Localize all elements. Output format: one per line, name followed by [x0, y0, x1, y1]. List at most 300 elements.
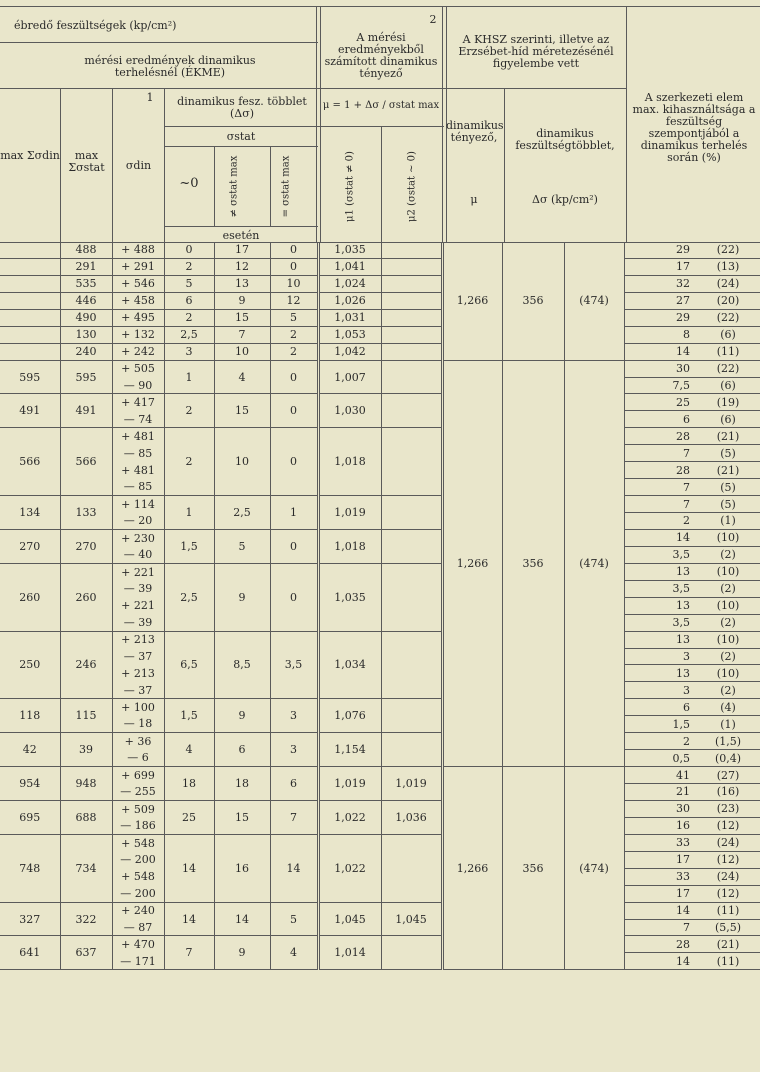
delta-ne-cell: 12	[214, 258, 270, 275]
util-paren-cell: (4)	[696, 699, 760, 716]
sigma-din-cell: — 85	[112, 445, 164, 462]
util-paren-cell: (22)	[696, 242, 760, 258]
table-row	[0, 631, 760, 648]
mu2-cell	[381, 529, 442, 563]
max-sigma-din-cell	[0, 326, 60, 343]
util-paren-cell: (2)	[696, 648, 760, 665]
mu1-cell: 1,034	[318, 631, 381, 699]
delta-ne-cell: 6	[214, 733, 270, 767]
delta-eq-cell: 14	[270, 834, 318, 902]
util-paren-cell: (2)	[696, 546, 760, 563]
util-paren-cell: (20)	[696, 292, 760, 309]
delta-zero-cell: 25	[164, 800, 214, 834]
max-sigma-din-cell: 270	[0, 529, 60, 563]
util-cell: 27	[624, 292, 696, 309]
sigma-din-cell: + 240	[112, 902, 164, 919]
max-sigma-stat-cell: 115	[60, 699, 112, 733]
delta-zero-cell: 2	[164, 394, 214, 428]
khsz-mu-cell: 1,266	[442, 360, 502, 767]
sigma-din-cell: — 200	[112, 851, 164, 868]
util-cell: 14	[624, 902, 696, 919]
khsz-ds-cell: 356	[502, 242, 564, 360]
util-cell: 29	[624, 242, 696, 258]
ne-sigma-stat-max-header: ≠ σstat max	[228, 155, 240, 218]
eseten-label: esetén	[222, 229, 260, 242]
max-sigma-stat-header: max Σσstat	[68, 149, 105, 174]
max-sigma-stat-cell: 488	[60, 242, 112, 258]
delta-zero-cell: 4	[164, 733, 214, 767]
util-cell: 17	[624, 885, 696, 902]
sigma-din-cell: + 221	[112, 597, 164, 614]
table-body	[0, 242, 760, 970]
header-vline	[270, 146, 271, 226]
util-cell: 7	[624, 479, 696, 496]
delta-eq-cell: 0	[270, 360, 318, 394]
sigma-din-cell: + 291	[112, 258, 164, 275]
util-cell: 13	[624, 563, 696, 580]
util-cell: 29	[624, 309, 696, 326]
max-sigma-stat-cell: 130	[60, 326, 112, 343]
delta-eq-cell: 0	[270, 563, 318, 631]
max-sigma-stat-cell: 260	[60, 563, 112, 631]
khsz-ds2-cell: (474)	[564, 242, 624, 360]
util-cell: 41	[624, 767, 696, 784]
util-cell: 3,5	[624, 546, 696, 563]
max-sigma-stat-cell: 535	[60, 275, 112, 292]
sub-title: mérési eredmények dinamikus terhelésnél (ÉKME)	[84, 54, 256, 79]
util-cell: 14	[624, 529, 696, 546]
util-paren-cell: (5)	[696, 496, 760, 513]
max-sigma-din-cell: 954	[0, 767, 60, 801]
max-sigma-din-cell	[0, 309, 60, 326]
header-rule	[164, 146, 318, 147]
sigma-din-cell: + 213	[112, 665, 164, 682]
sigma-din-cell: — 87	[112, 919, 164, 936]
delta-zero-cell: 0	[164, 242, 214, 258]
max-sigma-stat-cell: 270	[60, 529, 112, 563]
mu1-cell: 1,076	[318, 699, 381, 733]
top-rule	[0, 6, 760, 7]
sigma-din-cell: — 40	[112, 546, 164, 563]
table-row	[0, 834, 760, 851]
util-paren-cell: (13)	[696, 258, 760, 275]
delta-ne-cell: 18	[214, 767, 270, 801]
util-paren-cell: (11)	[696, 902, 760, 919]
mu2-cell	[381, 733, 442, 767]
max-sigma-stat-cell: 246	[60, 631, 112, 699]
delta-zero-cell: 1	[164, 496, 214, 530]
util-paren-cell: (23)	[696, 800, 760, 817]
mu2-cell	[381, 563, 442, 631]
util-cell: 17	[624, 851, 696, 868]
util-paren-cell: (24)	[696, 834, 760, 851]
table-row	[0, 360, 760, 377]
util-cell: 28	[624, 936, 696, 953]
approx-zero-header: ~0	[179, 176, 199, 191]
delta-ne-cell: 13	[214, 275, 270, 292]
mu2-cell: 1,036	[381, 800, 442, 834]
util-cell: 13	[624, 631, 696, 648]
util-paren-cell: (1)	[696, 716, 760, 733]
sigma-din-cell: + 505	[112, 360, 164, 377]
table-row	[0, 428, 760, 445]
mu2-cell	[381, 343, 442, 360]
mu2-cell	[381, 834, 442, 902]
util-cell: 7	[624, 919, 696, 936]
mu-formula: μ = 1 + Δσ / σstat max	[322, 100, 440, 111]
util-paren-cell: (6)	[696, 326, 760, 343]
sigma-din-cell: + 100	[112, 699, 164, 716]
delta-zero-cell: 6,5	[164, 631, 214, 699]
util-paren-cell: (6)	[696, 377, 760, 394]
mu2-header: μ2 (σstat ~ 0)	[406, 151, 418, 222]
util-paren-cell: (27)	[696, 767, 760, 784]
util-cell: 28	[624, 428, 696, 445]
delta-ne-cell: 2,5	[214, 496, 270, 530]
table-row	[0, 292, 760, 309]
max-sigma-din-cell: 748	[0, 834, 60, 902]
delta-eq-cell: 3	[270, 699, 318, 733]
util-cell: 28	[624, 462, 696, 479]
mu1-cell: 1,154	[318, 733, 381, 767]
sigma-din-cell: + 548	[112, 834, 164, 851]
header-rule	[0, 42, 318, 43]
sigma-din-header: σdin	[125, 159, 152, 172]
mu1-cell: 1,041	[318, 258, 381, 275]
delta-zero-cell: 14	[164, 902, 214, 936]
mu2-cell: 1,019	[381, 767, 442, 801]
sigma-din-cell: + 488	[112, 242, 164, 258]
mu2-cell	[381, 360, 442, 394]
delta-zero-cell: 3	[164, 343, 214, 360]
util-cell: 3,5	[624, 614, 696, 631]
sigma-din-cell: — 171	[112, 953, 164, 970]
sigma-din-cell: — 255	[112, 784, 164, 801]
mu1-cell: 1,024	[318, 275, 381, 292]
delta-ne-cell: 14	[214, 902, 270, 936]
util-cell: 7	[624, 445, 696, 462]
header-rule	[0, 88, 318, 89]
table-row	[0, 496, 760, 513]
util-cell: 33	[624, 834, 696, 851]
util-cell: 8	[624, 326, 696, 343]
delta-zero-cell: 7	[164, 936, 214, 970]
util-paren-cell: (24)	[696, 275, 760, 292]
sigma-din-cell: — 37	[112, 648, 164, 665]
table-row	[0, 343, 760, 360]
mu1-cell: 1,035	[318, 563, 381, 631]
sigma-din-cell: + 495	[112, 309, 164, 326]
delta-sigma-unit: Δσ (kp/cm²)	[532, 193, 598, 206]
data-table	[0, 242, 760, 970]
sigma-din-cell: — 74	[112, 411, 164, 428]
mu1-cell: 1,030	[318, 394, 381, 428]
delta-zero-cell: 5	[164, 275, 214, 292]
delta-zero-cell: 6	[164, 292, 214, 309]
sigma-din-cell: + 213	[112, 631, 164, 648]
util-cell: 33	[624, 868, 696, 885]
table-row	[0, 902, 760, 919]
delta-eq-cell: 2	[270, 343, 318, 360]
util-cell: 13	[624, 597, 696, 614]
sigma-din-cell: — 37	[112, 682, 164, 699]
max-sigma-stat-cell: 734	[60, 834, 112, 902]
sigma-din-cell: + 417	[112, 394, 164, 411]
util-paren-cell: (22)	[696, 360, 760, 377]
table-row	[0, 309, 760, 326]
util-paren-cell: (12)	[696, 817, 760, 834]
mu1-cell: 1,022	[318, 834, 381, 902]
util-cell: 3,5	[624, 580, 696, 597]
sigma-din-cell: — 20	[112, 513, 164, 530]
delta-zero-cell: 14	[164, 834, 214, 902]
util-paren-cell: (5)	[696, 445, 760, 462]
max-sigma-stat-cell: 637	[60, 936, 112, 970]
util-cell: 13	[624, 665, 696, 682]
delta-zero-cell: 2	[164, 428, 214, 496]
mu1-cell: 1,045	[318, 902, 381, 936]
util-paren-cell: (10)	[696, 529, 760, 546]
dyn-stress-surplus-header: dinamikus feszültségtöbblet,	[515, 127, 615, 152]
max-sigma-din-header: max Σσdin	[0, 149, 60, 162]
sigma-din-cell: + 548	[112, 868, 164, 885]
util-cell: 6	[624, 699, 696, 716]
sigma-din-cell: — 6	[112, 750, 164, 767]
header-vline	[381, 126, 382, 242]
util-cell: 14	[624, 343, 696, 360]
util-paren-cell: (10)	[696, 563, 760, 580]
delta-eq-cell: 7	[270, 800, 318, 834]
util-paren-cell: (11)	[696, 953, 760, 970]
mu2-cell	[381, 936, 442, 970]
table-row	[0, 326, 760, 343]
mu1-cell: 1,026	[318, 292, 381, 309]
note-2: 2	[429, 13, 437, 26]
util-cell: 0,5	[624, 750, 696, 767]
util-paren-cell: (1)	[696, 513, 760, 530]
dyn-factor-header: dinamikus tényező,	[446, 119, 504, 144]
util-cell: 3	[624, 648, 696, 665]
delta-ne-cell: 9	[214, 563, 270, 631]
util-cell: 3	[624, 682, 696, 699]
util-cell: 32	[624, 275, 696, 292]
max-sigma-stat-cell: 39	[60, 733, 112, 767]
measured-factor-title: A mérési eredményekből számított dinamikus tényező	[324, 31, 438, 80]
delta-ne-cell: 10	[214, 343, 270, 360]
delta-ne-cell: 5	[214, 529, 270, 563]
delta-eq-cell: 6	[270, 767, 318, 801]
delta-ne-cell: 9	[214, 936, 270, 970]
max-sigma-stat-cell: 490	[60, 309, 112, 326]
max-sigma-stat-cell: 322	[60, 902, 112, 936]
delta-eq-cell: 2	[270, 326, 318, 343]
mu2-cell	[381, 242, 442, 258]
max-sigma-din-cell: 250	[0, 631, 60, 699]
max-sigma-din-cell: 118	[0, 699, 60, 733]
sigma-din-cell: — 39	[112, 580, 164, 597]
header-vline	[214, 146, 215, 226]
delta-eq-cell: 0	[270, 258, 318, 275]
util-paren-cell: (16)	[696, 784, 760, 801]
mu2-cell	[381, 326, 442, 343]
max-sigma-stat-cell: 240	[60, 343, 112, 360]
table-row	[0, 258, 760, 275]
util-cell: 7	[624, 496, 696, 513]
mu2-cell	[381, 275, 442, 292]
delta-zero-cell: 18	[164, 767, 214, 801]
delta-eq-cell: 0	[270, 428, 318, 496]
sigma-din-cell: + 114	[112, 496, 164, 513]
khsz-ds-cell: 356	[502, 767, 564, 970]
util-cell: 16	[624, 817, 696, 834]
delta-eq-cell: 3,5	[270, 631, 318, 699]
sigma-din-cell: — 186	[112, 817, 164, 834]
util-paren-cell: (2)	[696, 580, 760, 597]
dyn-surplus-header: dinamikus fesz. többlet (Δσ)	[177, 95, 307, 120]
khsz-ds2-cell: (474)	[564, 767, 624, 970]
max-sigma-din-cell: 42	[0, 733, 60, 767]
sigma-din-cell: + 132	[112, 326, 164, 343]
util-cell: 2	[624, 733, 696, 750]
util-cell: 30	[624, 800, 696, 817]
mu1-cell: 1,018	[318, 529, 381, 563]
util-cell: 1,5	[624, 716, 696, 733]
mu1-cell: 1,035	[318, 242, 381, 258]
table-row	[0, 563, 760, 580]
table-row	[0, 936, 760, 953]
sigma-din-cell: — 90	[112, 377, 164, 394]
delta-eq-cell: 1	[270, 496, 318, 530]
table-row	[0, 275, 760, 292]
mu1-cell: 1,019	[318, 767, 381, 801]
sigma-din-cell: + 481	[112, 462, 164, 479]
delta-eq-cell: 0	[270, 529, 318, 563]
header-rule	[318, 88, 444, 89]
delta-eq-cell: 0	[270, 394, 318, 428]
note-1: 1	[146, 91, 154, 104]
mu1-cell: 1,019	[318, 496, 381, 530]
delta-ne-cell: 15	[214, 309, 270, 326]
max-sigma-stat-cell: 595	[60, 360, 112, 394]
util-paren-cell: (12)	[696, 885, 760, 902]
mu2-cell	[381, 631, 442, 699]
mu2-cell	[381, 496, 442, 530]
util-paren-cell: (10)	[696, 631, 760, 648]
header-rule	[164, 126, 318, 127]
util-paren-cell: (5,5)	[696, 919, 760, 936]
util-paren-cell: (21)	[696, 462, 760, 479]
sigma-din-cell: + 242	[112, 343, 164, 360]
util-paren-cell: (21)	[696, 936, 760, 953]
table-row	[0, 242, 760, 258]
mu1-cell: 1,053	[318, 326, 381, 343]
sigma-din-cell: + 470	[112, 936, 164, 953]
util-cell: 21	[624, 784, 696, 801]
delta-ne-cell: 15	[214, 800, 270, 834]
table-row	[0, 699, 760, 716]
util-cell: 25	[624, 394, 696, 411]
delta-ne-cell: 4	[214, 360, 270, 394]
mu1-cell: 1,018	[318, 428, 381, 496]
util-paren-cell: (22)	[696, 309, 760, 326]
max-sigma-din-cell	[0, 242, 60, 258]
max-sigma-stat-cell: 446	[60, 292, 112, 309]
delta-eq-cell: 3	[270, 733, 318, 767]
util-paren-cell: (10)	[696, 665, 760, 682]
header-vline	[626, 6, 627, 242]
header-vline	[504, 88, 505, 242]
header-rule	[164, 226, 318, 227]
mu2-cell	[381, 394, 442, 428]
table-row	[0, 394, 760, 411]
delta-zero-cell: 1	[164, 360, 214, 394]
max-sigma-din-cell	[0, 258, 60, 275]
khsz-ds2-cell: (474)	[564, 360, 624, 767]
max-sigma-din-cell: 695	[0, 800, 60, 834]
max-sigma-din-cell: 327	[0, 902, 60, 936]
header-rule	[444, 88, 626, 89]
util-paren-cell: (21)	[696, 428, 760, 445]
mu2-cell	[381, 292, 442, 309]
mu1-cell: 1,031	[318, 309, 381, 326]
delta-ne-cell: 10	[214, 428, 270, 496]
delta-ne-cell: 9	[214, 699, 270, 733]
max-sigma-din-cell	[0, 292, 60, 309]
max-sigma-din-cell: 595	[0, 360, 60, 394]
delta-eq-cell: 10	[270, 275, 318, 292]
delta-zero-cell: 2,5	[164, 326, 214, 343]
sigma-din-cell: — 18	[112, 716, 164, 733]
utilization-title: A szerkezeti elem max. kihasználtsága a feszültség szempontjából a dinamikus terhelés során (%)	[632, 91, 756, 164]
util-paren-cell: (12)	[696, 851, 760, 868]
max-sigma-stat-cell: 566	[60, 428, 112, 496]
sigma-din-cell: + 230	[112, 529, 164, 546]
delta-zero-cell: 1,5	[164, 699, 214, 733]
max-sigma-stat-cell: 291	[60, 258, 112, 275]
util-paren-cell: (1,5)	[696, 733, 760, 750]
sigma-din-cell: + 458	[112, 292, 164, 309]
khsz-mu-cell: 1,266	[442, 767, 502, 970]
mu1-cell: 1,042	[318, 343, 381, 360]
sigma-din-cell: + 481	[112, 428, 164, 445]
group-title: ébredő feszültségek (kp/cm²)	[14, 19, 177, 32]
max-sigma-din-cell: 491	[0, 394, 60, 428]
util-paren-cell: (10)	[696, 597, 760, 614]
delta-eq-cell: 12	[270, 292, 318, 309]
sigma-din-cell: — 85	[112, 479, 164, 496]
mu-symbol: μ	[470, 193, 478, 206]
delta-zero-cell: 2	[164, 309, 214, 326]
delta-ne-cell: 8,5	[214, 631, 270, 699]
header-double-vline	[316, 6, 321, 242]
sigma-din-cell: — 200	[112, 885, 164, 902]
delta-eq-cell: 4	[270, 936, 318, 970]
mu1-cell: 1,022	[318, 800, 381, 834]
delta-eq-cell: 5	[270, 309, 318, 326]
delta-ne-cell: 15	[214, 394, 270, 428]
khsz-ds-cell: 356	[502, 360, 564, 767]
header-vline	[164, 88, 165, 242]
util-paren-cell: (24)	[696, 868, 760, 885]
mu2-cell	[381, 258, 442, 275]
util-paren-cell: (0,4)	[696, 750, 760, 767]
util-paren-cell: (19)	[696, 394, 760, 411]
util-cell: 17	[624, 258, 696, 275]
delta-ne-cell: 9	[214, 292, 270, 309]
sigma-din-cell: + 36	[112, 733, 164, 750]
table-row	[0, 800, 760, 817]
util-paren-cell: (6)	[696, 411, 760, 428]
